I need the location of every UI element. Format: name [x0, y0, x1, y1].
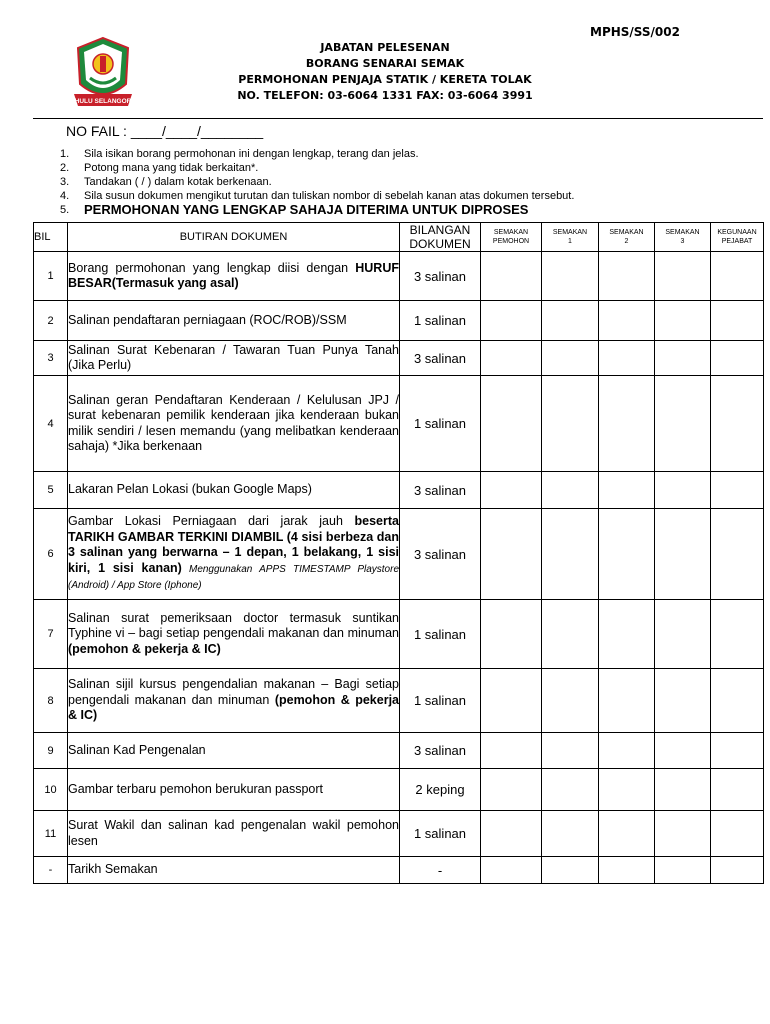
- instruction-item: 1. Sila isikan borang permohonan ini dengan lengkap, terang dan jelas.: [60, 148, 419, 160]
- check-semakan-1-cell[interactable]: [542, 376, 599, 472]
- row-number: 6: [34, 509, 68, 600]
- description-text: Surat Wakil dan salinan kad pengenalan wakil pemohon lesen: [68, 818, 399, 848]
- application-title: PERMOHONAN PENJAJA STATIK / KERETA TOLAK: [238, 73, 532, 86]
- instruction-item: 4. Sila susun dokumen mengikut turutan dan tuliskan nombor di sebelah kanan atas dokumen tersebut.: [60, 190, 575, 202]
- description-text: Salinan geran Pendaftaran Kenderaan / Kelulusan JPJ / surat kebenaran pemilik kenderaan jika kenderaan bukan milik sendiri / lesen memandu (yang melibatkan kenderaan sahaja) *Jika berkenaan: [68, 392, 399, 453]
- document-description: [68, 600, 400, 669]
- row-number: 9: [34, 733, 68, 769]
- document-description: [68, 252, 400, 301]
- office-use-cell[interactable]: [711, 472, 764, 509]
- document-description: [68, 811, 400, 857]
- check-semakan-3-cell[interactable]: [655, 252, 711, 301]
- check-semakan-2-cell[interactable]: [599, 600, 655, 669]
- document-quantity: 3 salinan: [400, 252, 481, 301]
- col-bilangan: BILANGAN DOKUMEN: [400, 223, 481, 252]
- row-number: 10: [34, 769, 68, 811]
- table-row: [34, 769, 764, 811]
- check-pemohon-cell[interactable]: [481, 301, 542, 341]
- check-semakan-2-cell[interactable]: [599, 669, 655, 733]
- check-pemohon-cell[interactable]: [481, 733, 542, 769]
- check-semakan-3-cell[interactable]: [655, 301, 711, 341]
- office-use-cell[interactable]: [711, 811, 764, 857]
- check-pemohon-cell[interactable]: [481, 252, 542, 301]
- form-heading: [200, 40, 570, 104]
- check-semakan-1-cell[interactable]: [542, 600, 599, 669]
- check-semakan-1-cell[interactable]: [542, 811, 599, 857]
- check-semakan-2-cell[interactable]: [599, 769, 655, 811]
- document-quantity: 1 salinan: [400, 600, 481, 669]
- document-quantity: 2 keping: [400, 769, 481, 811]
- row-number: -: [34, 857, 68, 884]
- document-description: [68, 341, 400, 376]
- office-use-cell[interactable]: [711, 341, 764, 376]
- check-semakan-2-cell[interactable]: [599, 509, 655, 600]
- document-quantity: 1 salinan: [400, 301, 481, 341]
- document-description: [68, 669, 400, 733]
- check-semakan-2-cell[interactable]: [599, 811, 655, 857]
- form-code: MPHS/SS/002: [590, 25, 680, 39]
- document-description: [68, 857, 400, 884]
- document-description: [68, 301, 400, 341]
- office-use-cell[interactable]: [711, 669, 764, 733]
- check-semakan-1-cell[interactable]: [542, 301, 599, 341]
- check-semakan-2-cell[interactable]: [599, 341, 655, 376]
- description-text: Salinan sijil kursus pengendalian makanan – Bagi setiap pengendali makanan dan minuman: [68, 677, 399, 707]
- check-pemohon-cell[interactable]: [481, 811, 542, 857]
- department-title: JABATAN PELESENAN: [320, 41, 450, 54]
- table-row: [34, 472, 764, 509]
- check-semakan-3-cell[interactable]: [655, 769, 711, 811]
- check-semakan-2-cell[interactable]: [599, 733, 655, 769]
- document-quantity: 3 salinan: [400, 341, 481, 376]
- office-use-cell[interactable]: [711, 509, 764, 600]
- row-number: 5: [34, 472, 68, 509]
- description-text: Borang permohonan yang lengkap diisi dengan: [68, 260, 356, 275]
- row-number: 11: [34, 811, 68, 857]
- office-use-cell[interactable]: [711, 733, 764, 769]
- row-number: 3: [34, 341, 68, 376]
- check-semakan-3-cell[interactable]: [655, 472, 711, 509]
- col-semakan-3: SEMAKAN 3: [655, 223, 711, 252]
- check-pemohon-cell[interactable]: [481, 769, 542, 811]
- row-number: 7: [34, 600, 68, 669]
- check-semakan-2-cell[interactable]: [599, 301, 655, 341]
- instruction-item: 2. Potong mana yang tidak berkaitan*.: [60, 162, 259, 174]
- description-text: Gambar terbaru pemohon berukuran passport: [68, 781, 324, 796]
- check-pemohon-cell[interactable]: [481, 341, 542, 376]
- check-pemohon-cell[interactable]: [481, 472, 542, 509]
- table-row: [34, 341, 764, 376]
- col-semakan-pemohon: SEMAKAN PEMOHON: [481, 223, 542, 252]
- office-use-cell[interactable]: [711, 301, 764, 341]
- document-description: [68, 472, 400, 509]
- document-quantity: 1 salinan: [400, 811, 481, 857]
- check-pemohon-cell[interactable]: [481, 669, 542, 733]
- check-semakan-1-cell[interactable]: [542, 769, 599, 811]
- description-text: Salinan Surat Kebenaran / Tawaran Tuan Punya Tanah (Jika Perlu): [68, 342, 399, 372]
- document-quantity: -: [400, 857, 481, 884]
- council-logo: [70, 34, 136, 114]
- check-pemohon-cell[interactable]: [481, 509, 542, 600]
- description-text: beserta TARIKH GAMBAR TERKINI DIAMBIL (4 sisi berbeza dan 3 salinan yang berwarna – 1 depan, 1 belakang, 1 sisi kiri, 1 sisi kanan): [68, 514, 399, 575]
- table-row: [34, 733, 764, 769]
- table-row: [34, 857, 764, 884]
- row-number: 4: [34, 376, 68, 472]
- col-butiran: BUTIRAN DOKUMEN: [68, 223, 400, 252]
- document-description: [68, 769, 400, 811]
- check-semakan-1-cell[interactable]: [542, 252, 599, 301]
- document-quantity: 3 salinan: [400, 733, 481, 769]
- table-row: [34, 811, 764, 857]
- check-semakan-3-cell[interactable]: [655, 341, 711, 376]
- document-description: [68, 733, 400, 769]
- check-semakan-2-cell[interactable]: [599, 472, 655, 509]
- description-text: HURUF BESAR(Termasuk yang asal): [68, 260, 399, 290]
- check-semakan-1-cell[interactable]: [542, 669, 599, 733]
- check-semakan-3-cell[interactable]: [655, 857, 711, 884]
- check-semakan-3-cell[interactable]: [655, 509, 711, 600]
- table-row: [34, 252, 764, 301]
- check-semakan-3-cell[interactable]: [655, 669, 711, 733]
- table-row: [34, 509, 764, 600]
- office-use-cell[interactable]: [711, 376, 764, 472]
- description-text: Gambar Lokasi Perniagaan dari jarak jauh: [68, 514, 355, 529]
- instruction-item: 3. Tandakan ( / ) dalam kotak berkenaan.: [60, 176, 272, 188]
- check-semakan-2-cell[interactable]: [599, 252, 655, 301]
- office-use-cell[interactable]: [711, 769, 764, 811]
- description-text: (pemohon & pekerja & IC): [68, 641, 221, 656]
- check-semakan-1-cell[interactable]: [542, 733, 599, 769]
- svg-text:HULU SELANGOR: HULU SELANGOR: [74, 98, 132, 105]
- office-use-cell[interactable]: [711, 600, 764, 669]
- table-row: [34, 301, 764, 341]
- instruction-item: 5. PERMOHONAN YANG LENGKAP SAHAJA DITERIMA UNTUK DIPROSES: [60, 202, 529, 217]
- col-semakan-2: SEMAKAN 2: [599, 223, 655, 252]
- col-semakan-1: SEMAKAN 1: [542, 223, 599, 252]
- row-number: 2: [34, 301, 68, 341]
- check-pemohon-cell[interactable]: [481, 857, 542, 884]
- contact-line: NO. TELEFON: 03-6064 1331 FAX: 03-6064 3991: [237, 89, 533, 102]
- check-semakan-1-cell[interactable]: [542, 509, 599, 600]
- office-use-cell[interactable]: [711, 857, 764, 884]
- row-number: 1: [34, 252, 68, 301]
- row-number: 8: [34, 669, 68, 733]
- col-bil: BIL: [34, 223, 68, 252]
- document-description: [68, 376, 400, 472]
- check-semakan-3-cell[interactable]: [655, 600, 711, 669]
- document-quantity: 3 salinan: [400, 472, 481, 509]
- document-quantity: 3 salinan: [400, 509, 481, 600]
- description-text: Salinan pendaftaran perniagaan (ROC/ROB)/SSM: [68, 312, 347, 327]
- table-row: [34, 600, 764, 669]
- table-row: [34, 376, 764, 472]
- document-quantity: 1 salinan: [400, 376, 481, 472]
- description-text: Tarikh Semakan: [68, 862, 158, 877]
- file-number-field[interactable]: NO FAIL : ____/____/________: [66, 123, 264, 139]
- description-text: Menggunakan APPS TIMESTAMP Playstore (Android) / App Store (Iphone): [68, 563, 400, 592]
- check-pemohon-cell[interactable]: [481, 600, 542, 669]
- check-semakan-3-cell[interactable]: [655, 733, 711, 769]
- form-title: BORANG SENARAI SEMAK: [305, 57, 465, 70]
- check-semakan-1-cell[interactable]: [542, 472, 599, 509]
- check-semakan-2-cell[interactable]: [599, 857, 655, 884]
- description-text: Salinan surat pemeriksaan doctor termasuk suntikan Typhine vi – bagi setiap pengendali makanan dan minuman: [68, 610, 399, 641]
- check-semakan-3-cell[interactable]: [655, 376, 711, 472]
- check-semakan-1-cell[interactable]: [542, 857, 599, 884]
- check-semakan-1-cell[interactable]: [542, 341, 599, 376]
- header-divider: [33, 118, 763, 119]
- check-pemohon-cell[interactable]: [481, 376, 542, 472]
- table-row: [34, 669, 764, 733]
- instructions-list: [60, 147, 574, 217]
- table-header-row: [34, 223, 764, 252]
- description-text: Lakaran Pelan Lokasi (bukan Google Maps): [68, 482, 312, 497]
- document-quantity: 1 salinan: [400, 669, 481, 733]
- col-kegunaan-pejabat: KEGUNAAN PEJABAT: [711, 223, 764, 252]
- office-use-cell[interactable]: [711, 252, 764, 301]
- description-text: Salinan Kad Pengenalan: [68, 742, 206, 757]
- document-description: [68, 509, 400, 600]
- checklist-table: [33, 222, 764, 884]
- check-semakan-2-cell[interactable]: [599, 376, 655, 472]
- description-text: (pemohon & pekerja & IC): [68, 692, 399, 723]
- check-semakan-3-cell[interactable]: [655, 811, 711, 857]
